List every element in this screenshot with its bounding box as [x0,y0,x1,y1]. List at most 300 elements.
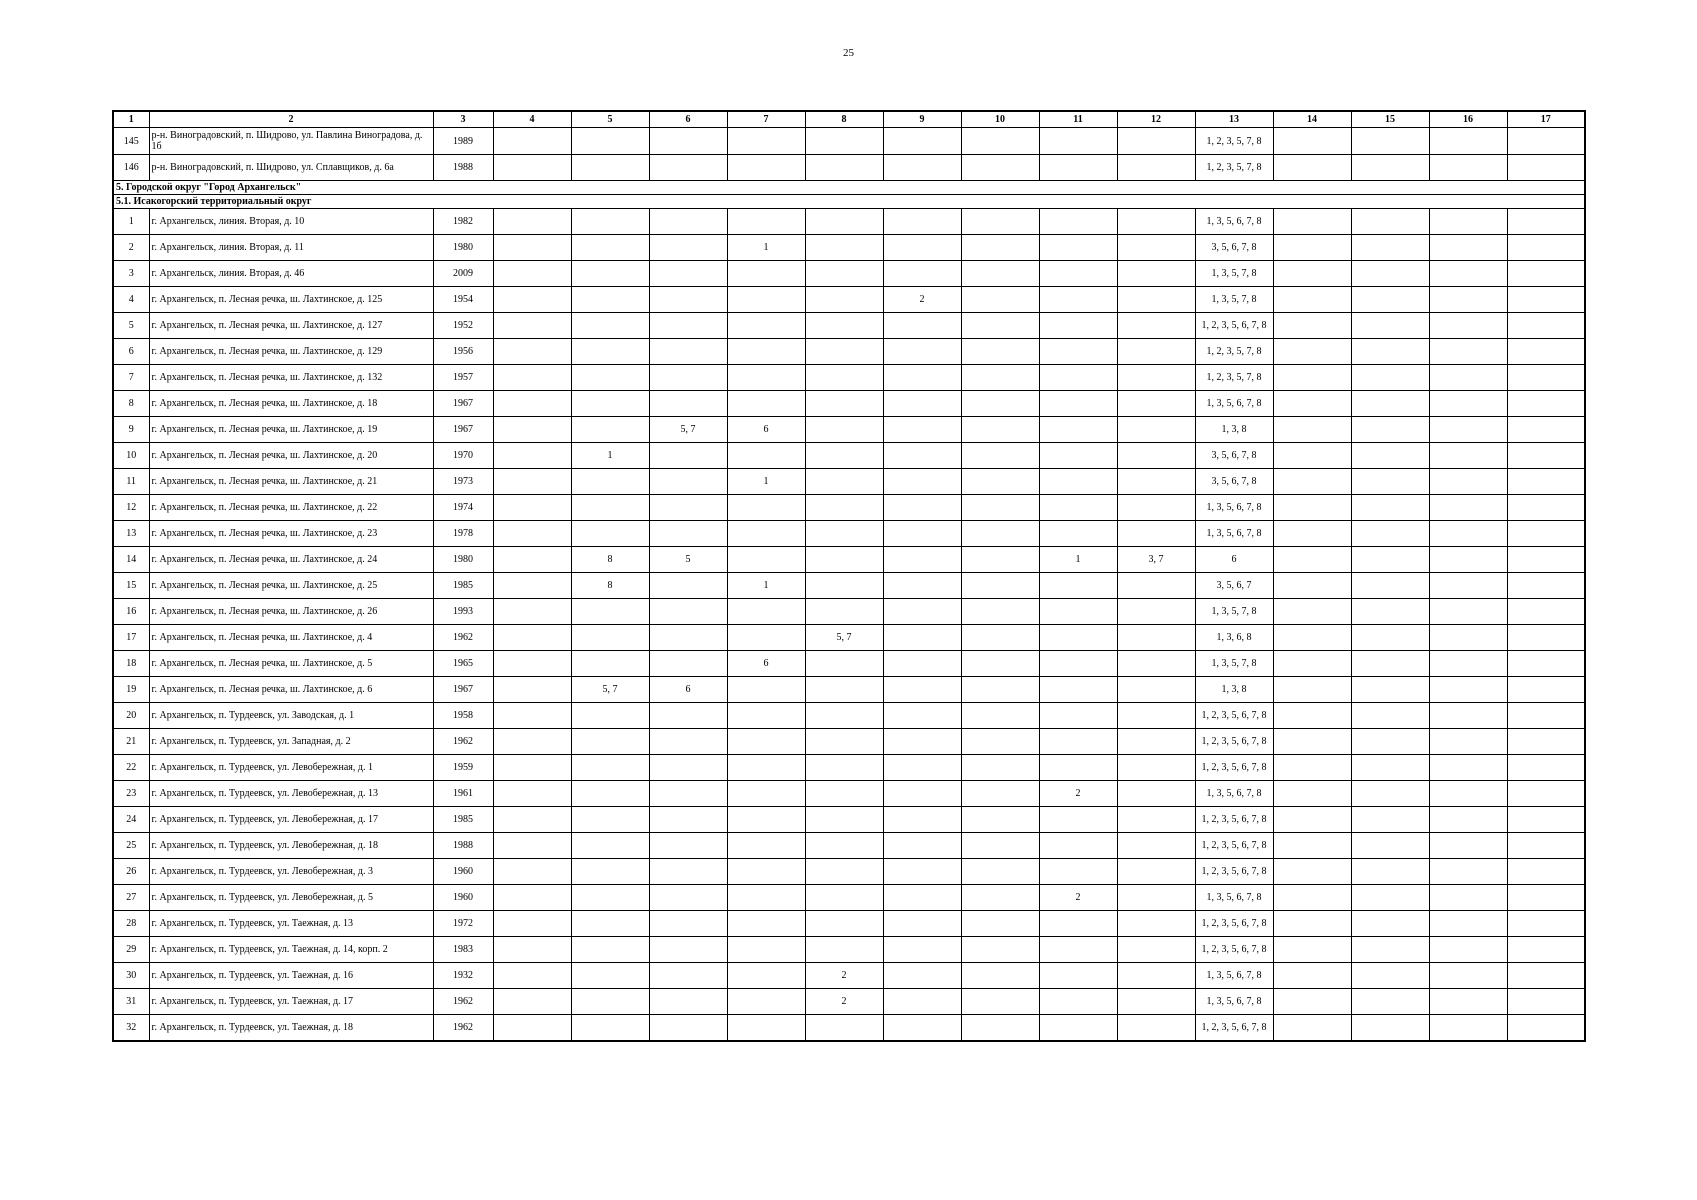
row-number: 3 [113,261,149,287]
value-cell-col-8 [805,755,883,781]
value-cell-col-16 [1429,989,1507,1015]
value-cell-col-14 [1273,443,1351,469]
value-cell-col-15 [1351,963,1429,989]
address-cell: г. Архангельск, п. Турдеевск, ул. Левобережная, д. 13 [149,781,433,807]
value-cell-col-11 [1039,755,1117,781]
year-cell: 1962 [433,989,493,1015]
value-cell-col-10 [961,155,1039,181]
year-cell: 1988 [433,155,493,181]
value-cell-col-8 [805,599,883,625]
column-header-7: 7 [727,111,805,128]
value-cell-col-12 [1117,625,1195,651]
value-cell-col-13: 1, 3, 5, 6, 7, 8 [1195,781,1273,807]
value-cell-col-4 [493,128,571,155]
value-cell-col-17 [1507,155,1585,181]
value-cell-col-5 [571,391,649,417]
value-cell-col-15 [1351,391,1429,417]
value-cell-col-16 [1429,781,1507,807]
value-cell-col-16 [1429,287,1507,313]
value-cell-col-5 [571,625,649,651]
value-cell-col-5 [571,885,649,911]
value-cell-col-16 [1429,963,1507,989]
value-cell-col-7 [727,703,805,729]
column-header-16: 16 [1429,111,1507,128]
value-cell-col-11 [1039,209,1117,235]
value-cell-col-11 [1039,807,1117,833]
value-cell-col-7 [727,677,805,703]
row-number: 25 [113,833,149,859]
column-header-8: 8 [805,111,883,128]
value-cell-col-9 [883,495,961,521]
value-cell-col-13: 1, 3, 5, 6, 7, 8 [1195,989,1273,1015]
value-cell-col-14 [1273,859,1351,885]
value-cell-col-11 [1039,573,1117,599]
value-cell-col-7 [727,495,805,521]
value-cell-col-13: 1, 3, 5, 7, 8 [1195,287,1273,313]
value-cell-col-10 [961,859,1039,885]
value-cell-col-5 [571,417,649,443]
value-cell-col-9 [883,547,961,573]
row-number: 30 [113,963,149,989]
value-cell-col-17 [1507,128,1585,155]
value-cell-col-16 [1429,573,1507,599]
value-cell-col-6 [649,155,727,181]
value-cell-col-6 [649,573,727,599]
value-cell-col-7 [727,989,805,1015]
value-cell-col-10 [961,547,1039,573]
column-header-3: 3 [433,111,493,128]
value-cell-col-12 [1117,963,1195,989]
value-cell-col-6 [649,625,727,651]
value-cell-col-9 [883,469,961,495]
value-cell-col-4 [493,677,571,703]
value-cell-col-17 [1507,443,1585,469]
value-cell-col-17 [1507,495,1585,521]
value-cell-col-6 [649,469,727,495]
value-cell-col-14 [1273,729,1351,755]
value-cell-col-6 [649,963,727,989]
value-cell-col-11 [1039,703,1117,729]
table-row [113,781,1585,807]
value-cell-col-12 [1117,209,1195,235]
value-cell-col-10 [961,807,1039,833]
table-row [113,755,1585,781]
value-cell-col-15 [1351,729,1429,755]
value-cell-col-8 [805,1015,883,1042]
value-cell-col-12 [1117,339,1195,365]
year-cell: 1983 [433,937,493,963]
value-cell-col-10 [961,287,1039,313]
value-cell-col-15 [1351,469,1429,495]
year-cell: 2009 [433,261,493,287]
value-cell-col-5: 5, 7 [571,677,649,703]
value-cell-col-12 [1117,521,1195,547]
column-header-12: 12 [1117,111,1195,128]
row-number: 15 [113,573,149,599]
value-cell-col-11 [1039,937,1117,963]
value-cell-col-5 [571,911,649,937]
value-cell-col-7 [727,807,805,833]
year-cell: 1965 [433,651,493,677]
address-cell: г. Архангельск, п. Лесная речка, ш. Лахтинское, д. 23 [149,521,433,547]
address-cell: г. Архангельск, п. Турдеевск, ул. Таежная, д. 18 [149,1015,433,1042]
value-cell-col-9 [883,781,961,807]
address-cell: р-н. Виноградовский, п. Шидрово, ул. Сплавщиков, д. 6а [149,155,433,181]
row-number: 19 [113,677,149,703]
value-cell-col-7 [727,128,805,155]
year-cell: 1960 [433,859,493,885]
value-cell-col-5 [571,729,649,755]
column-header-13: 13 [1195,111,1273,128]
value-cell-col-7 [727,443,805,469]
address-cell: г. Архангельск, п. Лесная речка, ш. Лахтинское, д. 6 [149,677,433,703]
year-cell: 1962 [433,625,493,651]
value-cell-col-11 [1039,521,1117,547]
value-cell-col-12 [1117,599,1195,625]
year-cell: 1980 [433,547,493,573]
value-cell-col-8 [805,469,883,495]
value-cell-col-8 [805,128,883,155]
value-cell-col-11 [1039,261,1117,287]
value-cell-col-5 [571,261,649,287]
value-cell-col-13: 1, 2, 3, 5, 6, 7, 8 [1195,937,1273,963]
row-number: 20 [113,703,149,729]
table-row [113,885,1585,911]
value-cell-col-5 [571,339,649,365]
section-row-title: 5. Городской округ "Город Архангельск" [113,181,1585,195]
value-cell-col-13: 3, 5, 6, 7 [1195,573,1273,599]
value-cell-col-14 [1273,469,1351,495]
table-row [113,703,1585,729]
value-cell-col-12 [1117,677,1195,703]
value-cell-col-17 [1507,287,1585,313]
value-cell-col-5 [571,703,649,729]
address-cell: г. Архангельск, п. Лесная речка, ш. Лахтинское, д. 4 [149,625,433,651]
address-cell: г. Архангельск, п. Лесная речка, ш. Лахтинское, д. 125 [149,287,433,313]
value-cell-col-6 [649,807,727,833]
table-row [113,495,1585,521]
value-cell-col-10 [961,625,1039,651]
value-cell-col-11 [1039,339,1117,365]
value-cell-col-16 [1429,391,1507,417]
table-row [113,729,1585,755]
value-cell-col-4 [493,755,571,781]
value-cell-col-11 [1039,625,1117,651]
value-cell-col-14 [1273,625,1351,651]
value-cell-col-14 [1273,1015,1351,1042]
year-cell: 1982 [433,209,493,235]
value-cell-col-16 [1429,677,1507,703]
value-cell-col-6 [649,443,727,469]
value-cell-col-4 [493,417,571,443]
column-header-9: 9 [883,111,961,128]
value-cell-col-12 [1117,781,1195,807]
column-header-5: 5 [571,111,649,128]
address-cell: г. Архангельск, линия. Вторая, д. 11 [149,235,433,261]
value-cell-col-13: 1, 2, 3, 5, 6, 7, 8 [1195,729,1273,755]
value-cell-col-13: 1, 2, 3, 5, 6, 7, 8 [1195,807,1273,833]
value-cell-col-15 [1351,443,1429,469]
address-cell: г. Архангельск, п. Лесная речка, ш. Лахтинское, д. 26 [149,599,433,625]
value-cell-col-6: 5 [649,547,727,573]
value-cell-col-4 [493,261,571,287]
value-cell-col-8 [805,807,883,833]
value-cell-col-17 [1507,209,1585,235]
year-cell: 1989 [433,128,493,155]
value-cell-col-5 [571,859,649,885]
value-cell-col-12 [1117,651,1195,677]
value-cell-col-4 [493,339,571,365]
value-cell-col-15 [1351,911,1429,937]
value-cell-col-5 [571,313,649,339]
value-cell-col-14 [1273,365,1351,391]
value-cell-col-5 [571,235,649,261]
value-cell-col-9 [883,365,961,391]
value-cell-col-13: 1, 3, 5, 6, 7, 8 [1195,209,1273,235]
value-cell-col-17 [1507,755,1585,781]
address-cell: г. Архангельск, п. Лесная речка, ш. Лахтинское, д. 129 [149,339,433,365]
value-cell-col-12 [1117,495,1195,521]
value-cell-col-6 [649,287,727,313]
value-cell-col-9 [883,885,961,911]
value-cell-col-13: 1, 2, 3, 5, 6, 7, 8 [1195,859,1273,885]
value-cell-col-16 [1429,911,1507,937]
value-cell-col-7: 6 [727,417,805,443]
value-cell-col-5 [571,469,649,495]
table-body [113,128,1585,1042]
value-cell-col-4 [493,911,571,937]
value-cell-col-5 [571,495,649,521]
row-number: 5 [113,313,149,339]
value-cell-col-9: 2 [883,287,961,313]
row-number: 21 [113,729,149,755]
value-cell-col-16 [1429,729,1507,755]
value-cell-col-15 [1351,339,1429,365]
row-number: 4 [113,287,149,313]
value-cell-col-13: 1, 2, 3, 5, 6, 7, 8 [1195,703,1273,729]
value-cell-col-16 [1429,128,1507,155]
value-cell-col-8 [805,547,883,573]
column-header-11: 11 [1039,111,1117,128]
value-cell-col-14 [1273,391,1351,417]
value-cell-col-7: 1 [727,469,805,495]
value-cell-col-9 [883,807,961,833]
value-cell-col-8 [805,651,883,677]
value-cell-col-17 [1507,469,1585,495]
value-cell-col-8: 2 [805,989,883,1015]
value-cell-col-15 [1351,807,1429,833]
value-cell-col-4 [493,885,571,911]
column-header-2: 2 [149,111,433,128]
value-cell-col-16 [1429,859,1507,885]
value-cell-col-4 [493,625,571,651]
value-cell-col-10 [961,937,1039,963]
year-cell: 1978 [433,521,493,547]
value-cell-col-17 [1507,989,1585,1015]
value-cell-col-11 [1039,287,1117,313]
value-cell-col-6 [649,651,727,677]
value-cell-col-14 [1273,573,1351,599]
year-cell: 1962 [433,1015,493,1042]
value-cell-col-17 [1507,339,1585,365]
value-cell-col-13: 1, 2, 3, 5, 7, 8 [1195,128,1273,155]
year-cell: 1958 [433,703,493,729]
address-cell: г. Архангельск, п. Лесная речка, ш. Лахтинское, д. 25 [149,573,433,599]
value-cell-col-4 [493,155,571,181]
year-cell: 1954 [433,287,493,313]
value-cell-col-4 [493,729,571,755]
value-cell-col-8 [805,833,883,859]
value-cell-col-15 [1351,495,1429,521]
value-cell-col-6: 6 [649,677,727,703]
value-cell-col-5 [571,833,649,859]
value-cell-col-15 [1351,128,1429,155]
value-cell-col-14 [1273,261,1351,287]
year-cell: 1957 [433,365,493,391]
value-cell-col-8 [805,339,883,365]
value-cell-col-7 [727,781,805,807]
value-cell-col-7 [727,391,805,417]
value-cell-col-15 [1351,261,1429,287]
value-cell-col-17 [1507,703,1585,729]
year-cell: 1970 [433,443,493,469]
value-cell-col-14 [1273,833,1351,859]
value-cell-col-17 [1507,391,1585,417]
value-cell-col-8 [805,885,883,911]
table-row [113,235,1585,261]
value-cell-col-14 [1273,417,1351,443]
value-cell-col-5 [571,209,649,235]
year-cell: 1967 [433,391,493,417]
value-cell-col-9 [883,599,961,625]
value-cell-col-8 [805,391,883,417]
value-cell-col-12 [1117,417,1195,443]
value-cell-col-6 [649,599,727,625]
value-cell-col-14 [1273,703,1351,729]
value-cell-col-9 [883,209,961,235]
value-cell-col-17 [1507,599,1585,625]
row-number: 13 [113,521,149,547]
value-cell-col-8 [805,261,883,287]
value-cell-col-7 [727,755,805,781]
address-cell: г. Архангельск, п. Турдеевск, ул. Заводская, д. 1 [149,703,433,729]
value-cell-col-14 [1273,209,1351,235]
value-cell-col-8 [805,703,883,729]
value-cell-col-4 [493,521,571,547]
value-cell-col-11 [1039,651,1117,677]
value-cell-col-12 [1117,469,1195,495]
address-cell: г. Архангельск, п. Турдеевск, ул. Таежная, д. 14, корп. 2 [149,937,433,963]
row-number: 11 [113,469,149,495]
value-cell-col-5 [571,365,649,391]
value-cell-col-15 [1351,989,1429,1015]
table-row [113,547,1585,573]
value-cell-col-16 [1429,261,1507,287]
value-cell-col-15 [1351,521,1429,547]
value-cell-col-9 [883,313,961,339]
column-header-15: 15 [1351,111,1429,128]
value-cell-col-8 [805,937,883,963]
value-cell-col-16 [1429,469,1507,495]
value-cell-col-5: 1 [571,443,649,469]
value-cell-col-4 [493,209,571,235]
value-cell-col-13: 1, 3, 5, 6, 7, 8 [1195,963,1273,989]
value-cell-col-12 [1117,365,1195,391]
value-cell-col-9 [883,703,961,729]
year-cell: 1962 [433,729,493,755]
address-cell: г. Архангельск, п. Турдеевск, ул. Левобережная, д. 17 [149,807,433,833]
value-cell-col-16 [1429,625,1507,651]
value-cell-col-14 [1273,547,1351,573]
row-number: 14 [113,547,149,573]
value-cell-col-6 [649,729,727,755]
value-cell-col-10 [961,469,1039,495]
value-cell-col-17 [1507,1015,1585,1042]
value-cell-col-17 [1507,781,1585,807]
value-cell-col-14 [1273,755,1351,781]
value-cell-col-13: 3, 5, 6, 7, 8 [1195,443,1273,469]
value-cell-col-13: 1, 2, 3, 5, 7, 8 [1195,155,1273,181]
value-cell-col-4 [493,937,571,963]
row-number: 9 [113,417,149,443]
value-cell-col-15 [1351,287,1429,313]
value-cell-col-6 [649,339,727,365]
value-cell-col-10 [961,755,1039,781]
value-cell-col-10 [961,495,1039,521]
year-cell: 1993 [433,599,493,625]
value-cell-col-17 [1507,859,1585,885]
value-cell-col-6 [649,495,727,521]
value-cell-col-7 [727,339,805,365]
value-cell-col-17 [1507,651,1585,677]
value-cell-col-16 [1429,703,1507,729]
value-cell-col-10 [961,339,1039,365]
table-row [113,443,1585,469]
value-cell-col-12 [1117,313,1195,339]
table-row [113,651,1585,677]
year-cell: 1960 [433,885,493,911]
value-cell-col-6 [649,703,727,729]
value-cell-col-5 [571,963,649,989]
value-cell-col-16 [1429,313,1507,339]
year-cell: 1988 [433,833,493,859]
value-cell-col-16 [1429,755,1507,781]
value-cell-col-16 [1429,521,1507,547]
value-cell-col-9 [883,651,961,677]
table-row [113,128,1585,155]
value-cell-col-6 [649,781,727,807]
value-cell-col-13: 6 [1195,547,1273,573]
year-cell: 1967 [433,417,493,443]
value-cell-col-12: 3, 7 [1117,547,1195,573]
value-cell-col-14 [1273,287,1351,313]
value-cell-col-10 [961,781,1039,807]
value-cell-col-8 [805,313,883,339]
value-cell-col-14 [1273,521,1351,547]
value-cell-col-12 [1117,807,1195,833]
value-cell-col-5 [571,1015,649,1042]
value-cell-col-8 [805,677,883,703]
value-cell-col-13: 1, 3, 8 [1195,677,1273,703]
subsection-row-title: 5.1. Исакогорский территориальный округ [113,195,1585,209]
value-cell-col-12 [1117,859,1195,885]
value-cell-col-6 [649,937,727,963]
value-cell-col-8 [805,495,883,521]
value-cell-col-7 [727,1015,805,1042]
value-cell-col-12 [1117,155,1195,181]
value-cell-col-7 [727,729,805,755]
address-cell: г. Архангельск, п. Турдеевск, ул. Западная, д. 2 [149,729,433,755]
